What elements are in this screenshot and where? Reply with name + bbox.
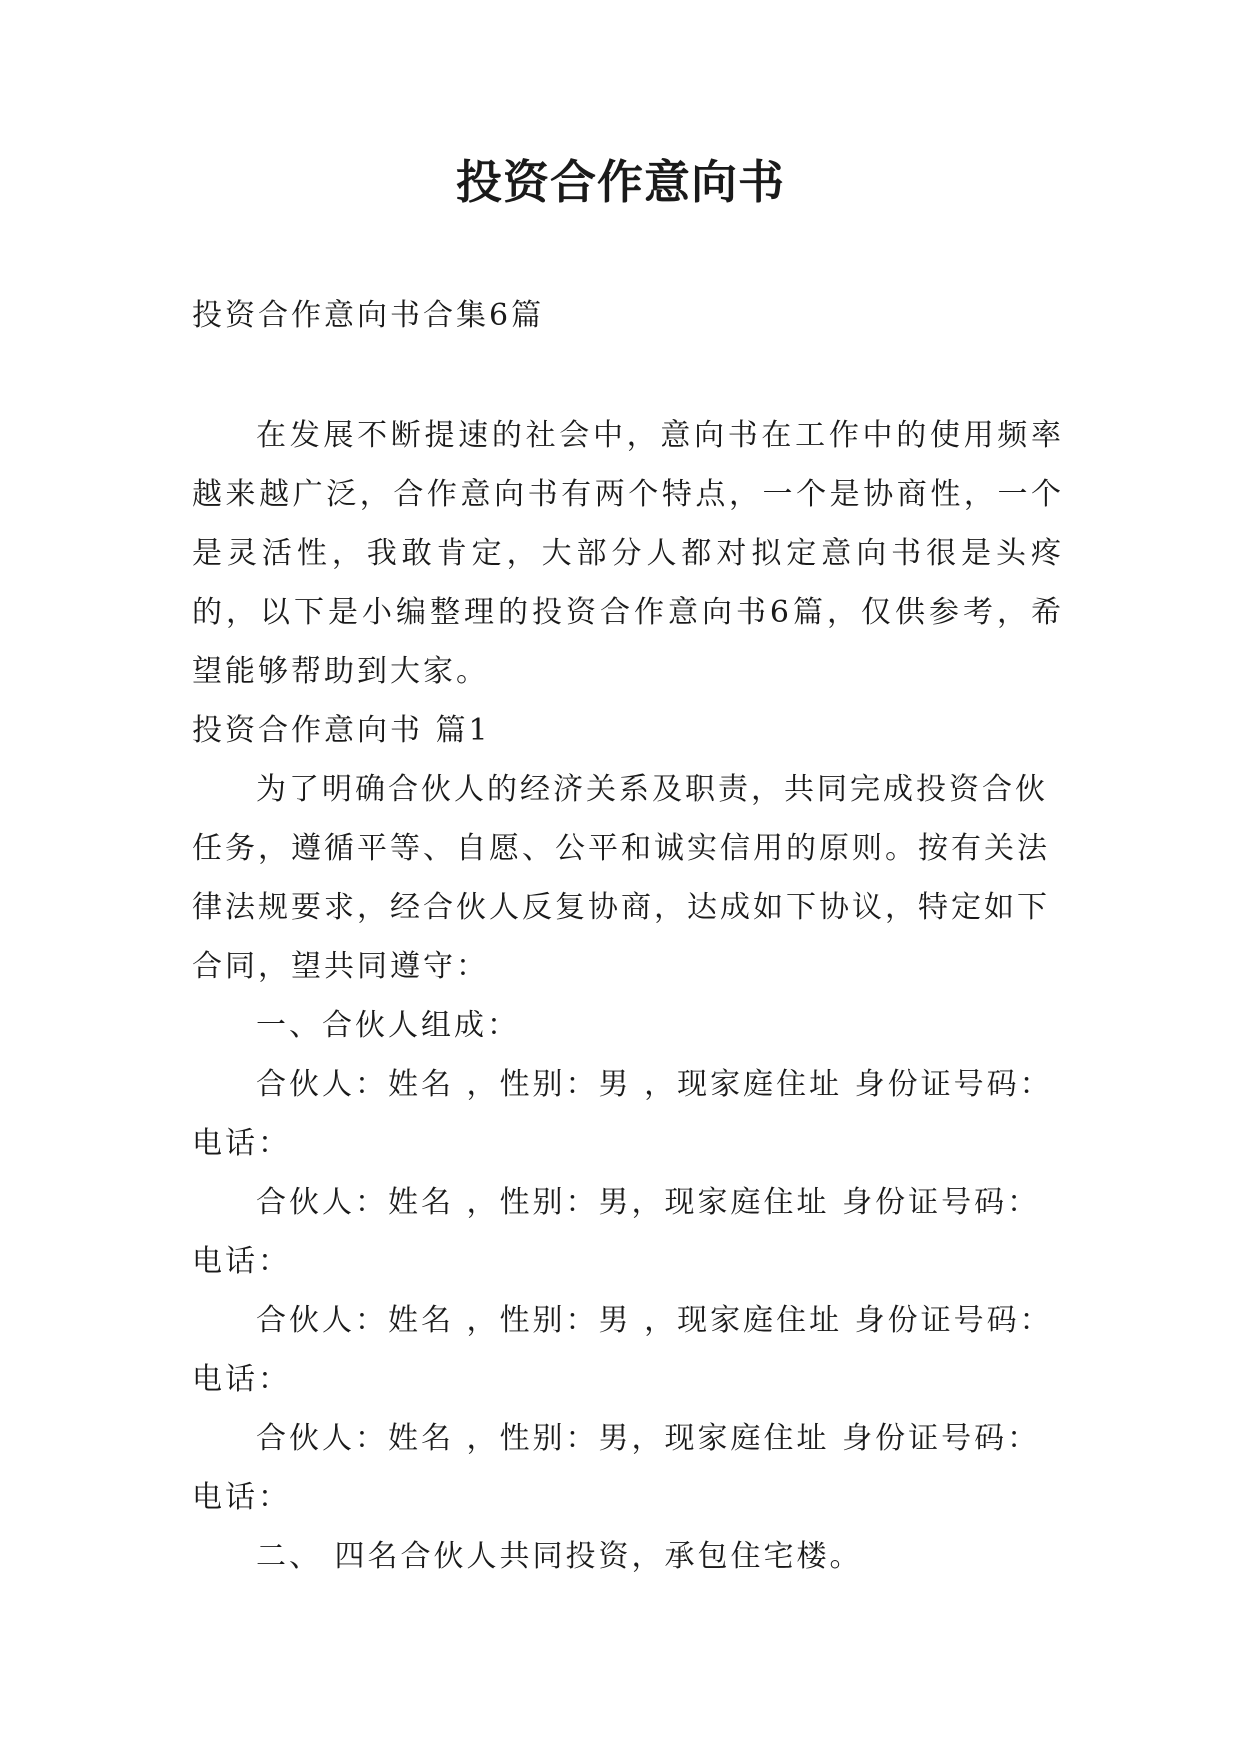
- item-2-heading: 二、 四名合伙人共同投资，承包住宅楼。: [256, 1539, 863, 1574]
- partner-1-phone: 电话：: [192, 1126, 291, 1161]
- intro-paragraph: 在发展不断提速的社会中，意向书在工作中的使用频率越来越广泛，合作意向书有两个特点，一个是协商性，一个是灵活性，我敢肯定，大部分人都对拟定意向书很是头疼的，以下是小编整理的投资合作意向书6篇，仅供参考，希望能够帮助到大家。: [192, 418, 1064, 689]
- document-title: 投资合作意向书: [456, 155, 785, 209]
- document-subtitle: 投资合作意向书合集6篇: [192, 298, 545, 333]
- partner-2-line: 合伙人：姓名 ，性别：男，现家庭住址 身份证号码：: [256, 1185, 1041, 1220]
- partner-2-phone: 电话：: [192, 1244, 291, 1279]
- section-1-paragraph: 为了明确合伙人的经济关系及职责，共同完成投资合伙任务，遵循平等、自愿、公平和诚实信用的原则。按有关法律法规要求，经合伙人反复协商，达成如下协议，特定如下合同，望共同遵守：: [192, 772, 1050, 984]
- partner-4-line: 合伙人：姓名 ，性别：男，现家庭住址 身份证号码：: [256, 1421, 1041, 1456]
- section-1-heading: 投资合作意向书 篇1: [192, 713, 491, 748]
- section-1: [192, 701, 1064, 1586]
- partner-4-phone: 电话：: [192, 1480, 291, 1515]
- partner-3-line: 合伙人：姓名 ，性别：男 ，现家庭住址 身份证号码：: [256, 1303, 1053, 1338]
- partner-1-line: 合伙人：姓名 ，性别：男 ，现家庭住址 身份证号码：: [256, 1067, 1053, 1102]
- partner-3-phone: 电话：: [192, 1362, 291, 1397]
- item-1-heading: 一、合伙人组成：: [256, 1008, 520, 1043]
